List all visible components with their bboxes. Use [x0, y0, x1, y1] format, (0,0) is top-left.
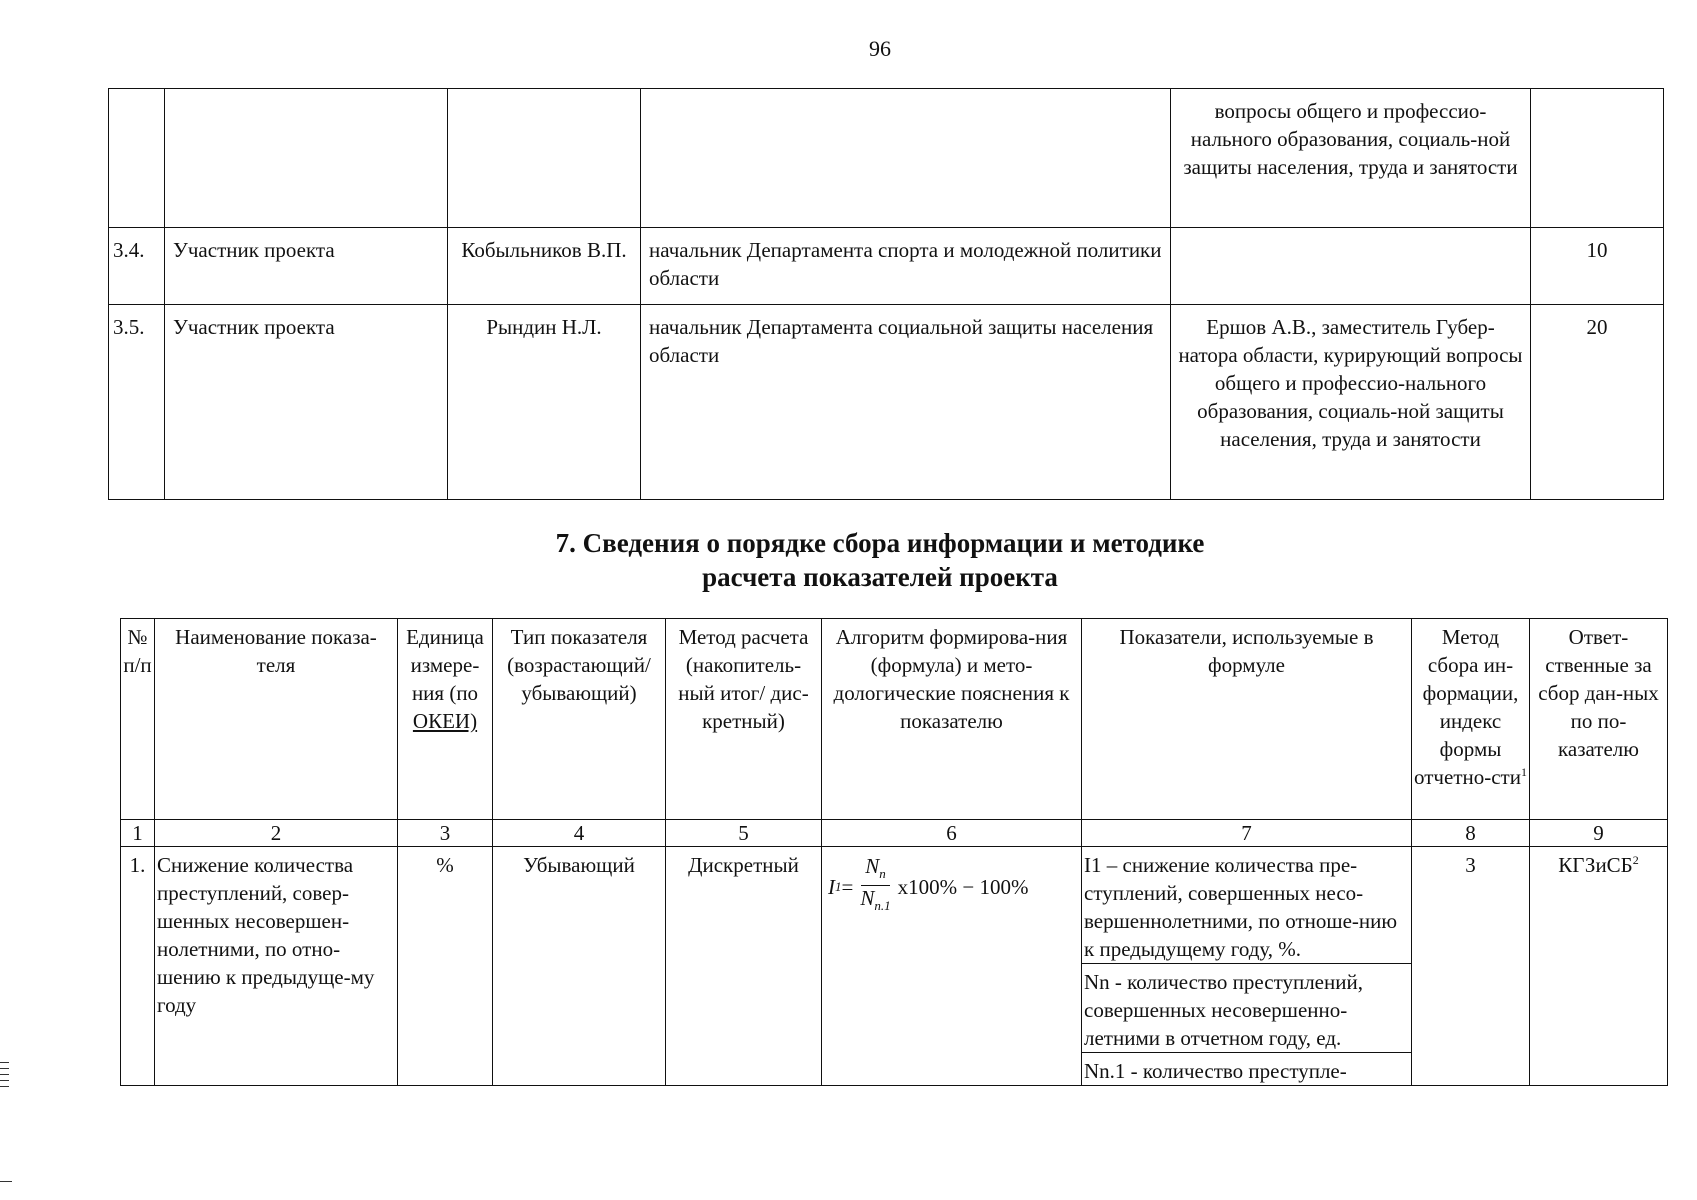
header-num: № п/п	[121, 619, 155, 820]
header-unit-okei: ОКЕИ)	[412, 709, 478, 733]
calc-method: Дискретный	[666, 847, 822, 1086]
formula-lhs-sub: 1	[835, 878, 842, 894]
header-responsible: Ответ-ственные за сбор дан-ных по по-казателю	[1530, 619, 1668, 820]
column-index: 1	[121, 820, 155, 847]
column-index: 9	[1530, 820, 1668, 847]
section-title-line1: 7. Сведения о порядке сбора информации и методике	[555, 528, 1205, 558]
column-index-row	[121, 820, 1668, 847]
header-type: Тип показателя (возрастающий/ убывающий)	[493, 619, 666, 820]
column-index: 2	[155, 820, 398, 847]
participant-position	[641, 89, 1171, 228]
footnote-mark: 2	[1632, 853, 1639, 867]
header-algorithm: Алгоритм формирова-ния (формула) и мето-дологические пояснения к показателю	[822, 619, 1082, 820]
table-row	[109, 89, 1664, 228]
page-number: 96	[869, 36, 891, 61]
participant-position: начальник Департамента спорта и молодежной политики области	[641, 228, 1171, 305]
responsible-text: КГЗиСБ	[1558, 853, 1633, 877]
header-collection-text: Метод сбора ин-формации, индекс формы отчетно-сти	[1414, 625, 1521, 789]
margin-marks	[0, 1062, 14, 1102]
indicator-definition: I1 – снижение количества пре-ступлений, совершенных несо-вершеннолетними, по отноше-нию к предыдущему году, %.	[1084, 853, 1398, 961]
formula-den: N	[860, 886, 875, 911]
header-row	[121, 619, 1668, 820]
formula-fraction	[856, 855, 894, 918]
collection-method: 3	[1412, 847, 1530, 1086]
table-row	[121, 847, 1668, 1086]
footnote-mark: 1	[1520, 765, 1527, 779]
formula-lhs: I	[828, 874, 835, 899]
formula-indicators	[1082, 847, 1412, 1086]
supervisor: вопросы общего и профессио-нального образования, социаль-ной защиты населения, труда и занятости	[1171, 89, 1531, 228]
row-number: 3.5.	[109, 305, 165, 500]
header-unit-text: Единица измере-ния (по	[406, 625, 484, 705]
column-index: 5	[666, 820, 822, 847]
supervisor	[1171, 228, 1531, 305]
indicator-name: Снижение количества преступлений, совер-шенных несовершен-нолетними, по отно-шению к предыдуще-му году	[155, 847, 398, 1086]
indicator-definition: Nn.1 - количество преступле-	[1082, 1053, 1411, 1086]
column-index: 4	[493, 820, 666, 847]
formula-eq: =	[841, 874, 854, 899]
table-row	[109, 228, 1664, 305]
indicator-definition: Nn - количество преступлений, совершенных несовершенно-летними в отчетном году, ед.	[1082, 964, 1411, 1053]
project-role: Участник проекта	[165, 228, 448, 305]
header-method: Метод расчета (накопитель-ный итог/ дис-кретный)	[666, 619, 822, 820]
table-row	[109, 305, 1664, 500]
margin-line	[0, 1181, 12, 1182]
formula-cell	[822, 847, 1082, 1086]
formula-numerator	[861, 855, 890, 886]
header-unit	[398, 619, 493, 820]
header-collection	[1412, 619, 1530, 820]
column-index: 8	[1412, 820, 1530, 847]
column-index: 7	[1082, 820, 1412, 847]
formula-den-sub: n.1	[874, 898, 891, 914]
column-index: 6	[822, 820, 1082, 847]
employment-percent: 10	[1531, 228, 1664, 305]
formula-num: N	[865, 854, 880, 878]
unit: %	[398, 847, 493, 1086]
employment-percent	[1531, 89, 1664, 228]
formula-rest: x100% − 100%	[897, 874, 1029, 899]
section-title-line2: расчета показателей проекта	[702, 562, 1058, 592]
indicator-type: Убывающий	[493, 847, 666, 1086]
participant-name: Рындин Н.Л.	[448, 305, 641, 500]
participant-name: Кобыльников В.П.	[448, 228, 641, 305]
row-number	[109, 89, 165, 228]
project-participants-table	[108, 88, 1664, 500]
row-number: 3.4.	[109, 228, 165, 305]
column-index: 3	[398, 820, 493, 847]
header-indicator-name: Наименование показа-теля	[155, 619, 398, 820]
section-title	[0, 526, 1697, 594]
responsible	[1530, 847, 1668, 1086]
indicator-methodology-table	[120, 618, 1668, 1086]
indicators-list	[1082, 847, 1411, 1085]
participant-name	[448, 89, 641, 228]
formula-num-sub: n	[879, 866, 886, 882]
row-number: 1.	[121, 847, 155, 1086]
participant-position: начальник Департамента социальной защиты населения области	[641, 305, 1171, 500]
employment-percent: 20	[1531, 305, 1664, 500]
project-role: Участник проекта	[165, 305, 448, 500]
formula-denominator	[856, 886, 894, 918]
header-indicators: Показатели, используемые в формуле	[1082, 619, 1412, 820]
project-role	[165, 89, 448, 228]
supervisor: Ершов А.В., заместитель Губер-натора области, курирующий вопросы общего и профессио-нального образования, социаль-ной защиты населения, труда и занятости	[1171, 305, 1531, 500]
formula	[828, 855, 1028, 918]
